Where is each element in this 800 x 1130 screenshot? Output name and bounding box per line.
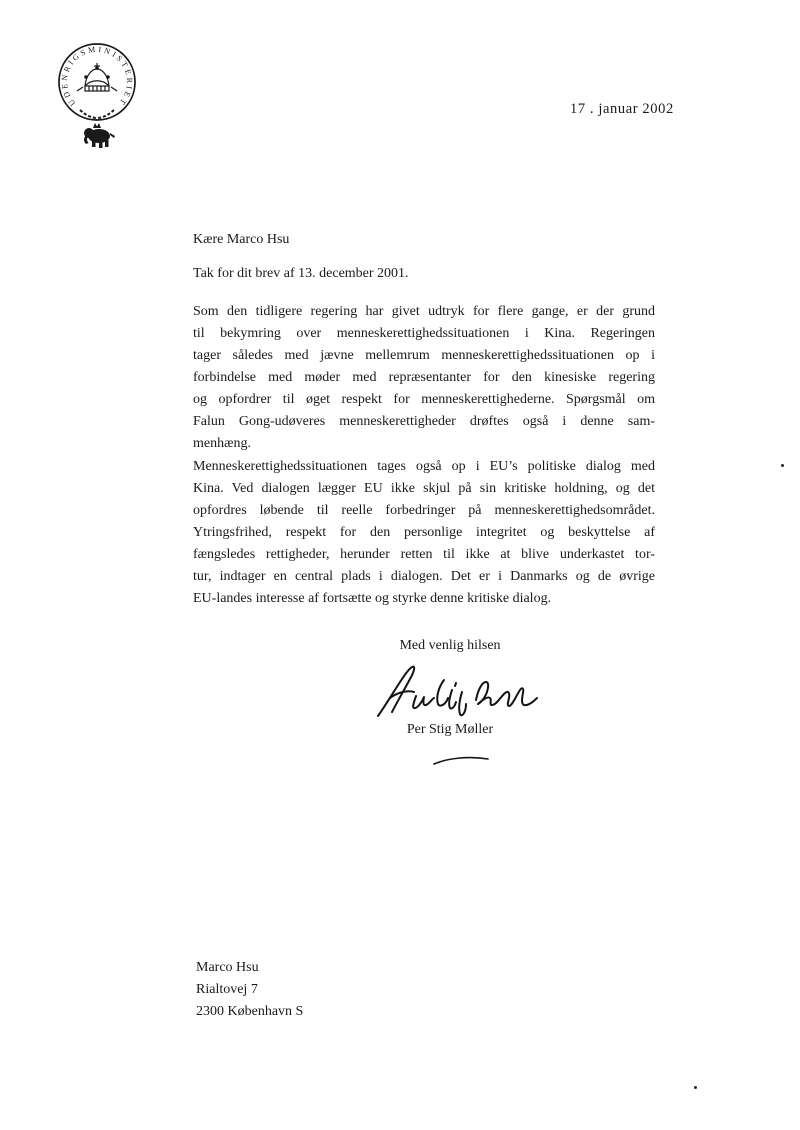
- paragraph-2: [193, 456, 655, 610]
- handwritten-signature: [372, 660, 542, 722]
- text-line: Kina. Ved dialogen lægger EU ikke skjul på sin kritiske holdning, og det: [193, 481, 655, 496]
- seal-ring: [59, 44, 135, 120]
- signer-name: Per Stig Møller: [406, 722, 494, 737]
- flourish-stroke: [432, 752, 490, 768]
- recipient-name: Marco Hsu: [196, 960, 259, 975]
- letter-date: 17 . januar 2002: [570, 101, 674, 117]
- crown-icon: [77, 63, 117, 91]
- text-line: forbindelse med møder med repræsentanter for den kinesiske regering: [193, 370, 655, 385]
- text-line: Ytringsfrihed, respekt for den personlige integritet og beskyttelse af: [193, 525, 655, 540]
- text-line: fængsledes rettigheder, herunder retten til ikke at blive underkastet tor-: [193, 547, 655, 562]
- paragraph-1: [193, 301, 655, 455]
- text-line: til bekymring over menneskerettighedssituationen i Kina. Regeringen: [193, 326, 655, 341]
- closing-phrase: Med venlig hilsen: [399, 638, 501, 653]
- scan-speck: [781, 464, 784, 467]
- text-line: Som den tidligere regering har givet udtryk for flere gange, er der grund: [193, 304, 655, 319]
- text-line: og opfordrer til øget respekt for menneskerettighederne. Spørgsmål om: [193, 392, 655, 407]
- recipient-street: Rialtovej 7: [196, 982, 258, 997]
- text-line: Falun Gong-udøveres menneskerettigheder drøftes også i denne sam-: [193, 414, 655, 429]
- ministry-seal: [52, 40, 144, 150]
- elephant-icon: [84, 123, 115, 148]
- text-line: tager således med jævne mellemrum menneskerettighedssituationen op i: [193, 348, 655, 363]
- text-line: menhæng.: [193, 436, 251, 451]
- intro-line: Tak for dit brev af 13. december 2001.: [193, 266, 409, 281]
- laurel-icon: [80, 110, 114, 118]
- text-line: Menneskerettighedssituationen tages også op i EU’s politiske dialog med: [193, 459, 655, 474]
- recipient-city: 2300 København S: [196, 1004, 304, 1019]
- recipient-address: [196, 957, 303, 1023]
- seal-ring-text: UDENRIGSMINISTERIET: [59, 44, 135, 108]
- text-line: opfordres løbende til reelle forbedringer på menneskerettighedsområdet.: [193, 503, 655, 518]
- text-line: EU-landes interesse af fortsætte og styrke denne kritiske dialog.: [193, 591, 552, 606]
- text-line: tur, indtager en central plads i dialogen. Det er i Danmarks og de øvrige: [193, 569, 655, 584]
- salutation: Kære Marco Hsu: [193, 232, 290, 247]
- scan-speck: [694, 1086, 697, 1089]
